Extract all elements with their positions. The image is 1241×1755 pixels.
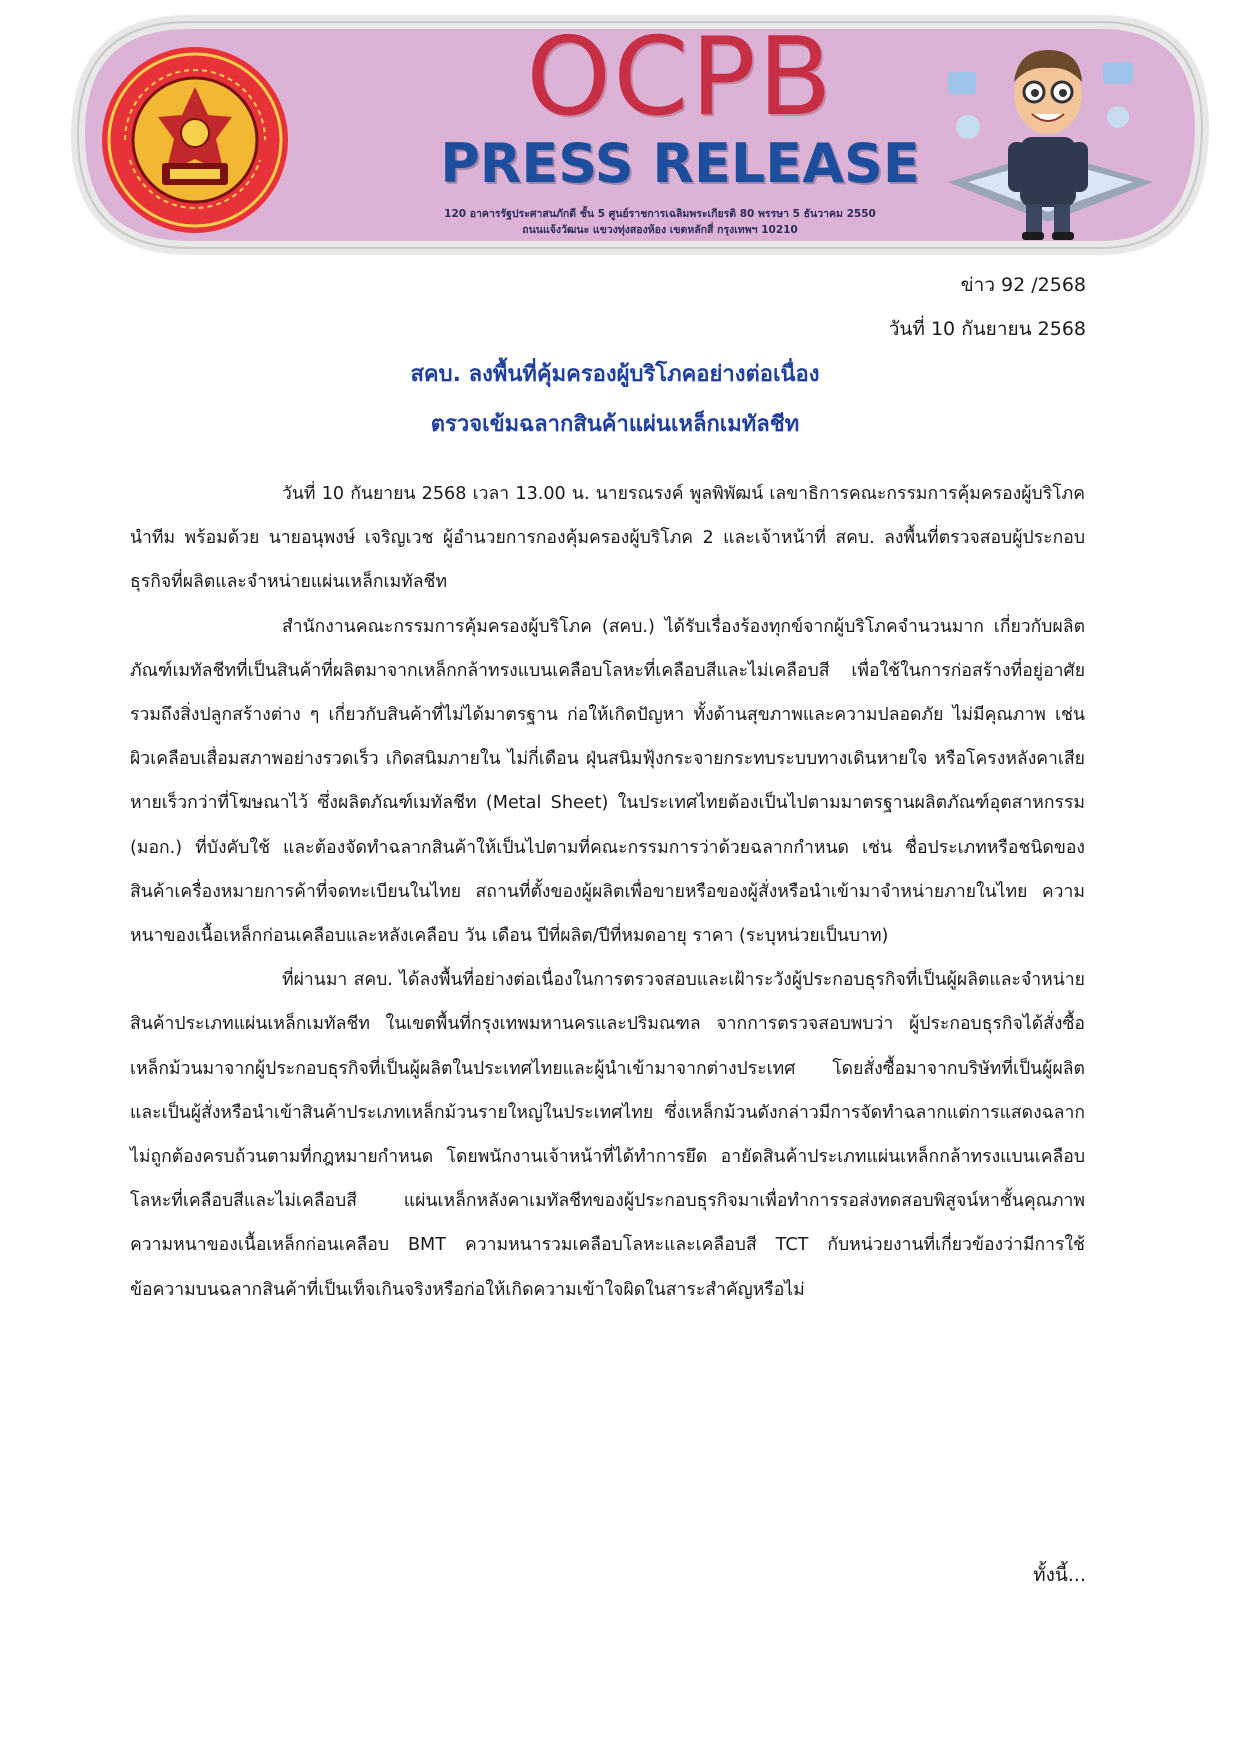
mascot-illustration xyxy=(928,32,1158,244)
brand-title: OCPB xyxy=(526,15,834,140)
news-number: ข่าว 92 /2568 xyxy=(960,274,1086,296)
paragraph-3: ที่ผ่านมา สคบ. ได้ลงพื้นที่อย่างต่อเนื่องในการตรวจสอบและเฝ้าระวังผู้ประกอบธุรกิจที่เป็นผู้ผลิตและจำหน่ายสินค้าประเภทแผ่นเหล็กเมทัลชีท ในเขตพื้นที่กรุงเทพมหานครและปริมณฑล จากการตรวจสอบพบว่า ผู้ประกอบธุรกิจได้สั่งซื้อเหล็กม้วนมาจากผู้ประกอบธุรกิจที่เป็นผู้ผลิตในประเทศไทยและผู้นำเข้ามาจากต่างประเทศ โดยสั่งซื้อมาจากบริษัทที่เป็นผู้ผลิตและเป็นผู้สั่งหรือนำเข้าสินค้าประเภทเหล็กม้วนรายใหญ่ในประเทศไทย ซึ่งเหล็กม้วนดังกล่าวมีการจัดทำฉลากแต่การแสดงฉลากไม่ถูกต้องครบถ้วนตามที่กฎหมายกำหนด โดยพนักงานเจ้าหน้าที่ได้ทำการยึด อายัดสินค้าประเภทแผ่นเหล็กกล้าทรงแบนเคลือบโลหะที่เคลือบสีและไม่เคลือบสี แผ่นเหล็กหลังคาเมทัลชีทของผู้ประกอบธุรกิจมาเพื่อทำการรอส่งทดสอบพิสูจน์หาชั้นคุณภาพ ความหนาของเนื้อเหล็กก่อนเคลือบ BMT ความหนารวมเคลือบโลหะและเคลือบสี TCT กับหน่วยงานที่เกี่ยวข้องว่ามีการใช้ข้อความบนฉลากสินค้าที่เป็นเท็จเกินจริงหรือก่อให้เกิดความเข้าใจผิดในสาระสำคัญหรือไม่ xyxy=(130,970,1085,1300)
brand-block xyxy=(400,15,960,195)
ocpb-seal-icon xyxy=(100,45,290,235)
brand-subtitle: PRESS RELEASE xyxy=(440,132,920,195)
press-release-banner xyxy=(70,10,1210,256)
article-body xyxy=(130,472,1085,1312)
address-line-2: ถนนแจ้งวัฒนะ แขวงทุ่งสองห้อง เขตหลักสี่ กรุงเทพฯ 10210 xyxy=(522,224,798,236)
address-block xyxy=(320,206,1000,238)
news-date: วันที่ 10 กันยายน 2568 xyxy=(888,318,1086,340)
closing-text: ทั้งนี้... xyxy=(1033,1564,1086,1586)
address-line-1: 120 อาคารรัฐประศาสนภักดี ชั้น 5 ศูนย์ราชการเฉลิมพระเกียรติ 80 พรรษา 5 ธันวาคม 2550 xyxy=(444,208,876,220)
paragraph-2: สำนักงานคณะกรรมการคุ้มครองผู้บริโภค (สคบ.) ได้รับเรื่องร้องทุกข์จากผู้บริโภคจำนวนมาก เกี่ยวกับผลิตภัณฑ์เมทัลชีทที่เป็นสินค้าที่ผลิตมาจากเหล็กกล้าทรงแบนเคลือบโลหะที่เคลือบสีและไม่เคลือบสี เพื่อใช้ในการก่อสร้างที่อยู่อาศัย รวมถึงสิ่งปลูกสร้างต่าง ๆ เกี่ยวกับสินค้าที่ไม่ได้มาตรฐาน ก่อให้เกิดปัญหา ทั้งด้านสุขภาพและความปลอดภัย ไม่มีคุณภาพ เช่น ผิวเคลือบเสื่อมสภาพอย่างรวดเร็ว เกิดสนิมภายใน ไม่กี่เดือน ฝุ่นสนิมฟุ้งกระจายกระทบระบบทางเดินหายใจ หรือโครงหลังคาเสียหายเร็วกว่าที่โฆษณาไว้ ซึ่งผลิตภัณฑ์เมทัลชีท (Metal Sheet) ในประเทศไทยต้องเป็นไปตามมาตรฐานผลิตภัณฑ์อุตสาหกรรม (มอก.) ที่บังคับใช้ และต้องจัดทำฉลากสินค้าให้เป็นไปตามที่คณะกรรมการว่าด้วยฉลากกำหนด เช่น ชื่อประเภทหรือชนิดของสินค้าเครื่องหมายการค้าที่จดทะเบียนในไทย สถานที่ตั้งของผู้ผลิตเพื่อขายหรือของผู้สั่งหรือนำเข้ามาจำหน่ายภายในไทย ความหนาของเนื้อเหล็กก่อนเคลือบและหลังเคลือบ วัน เดือน ปีที่ผลิต/ปีที่หมดอายุ ราคา (ระบุหน่วยเป็นบาท) xyxy=(130,616,1085,947)
headline-line-2: ตรวจเข้มฉลากสินค้าแผ่นเหล็กเมทัลชีท xyxy=(430,412,800,437)
paragraph-1: วันที่ 10 กันยายน 2568 เวลา 13.00 น. นายรณรงค์ พูลพิพัฒน์ เลขาธิการคณะกรรมการคุ้มครองผู้บริโภค นำทีม พร้อมด้วย นายอนุพงษ์ เจริญเวช ผู้อำนวยการกองคุ้มครองผู้บริโภค 2 และเจ้าหน้าที่ สคบ. ลงพื้นที่ตรวจสอบผู้ประกอบธุรกิจที่ผลิตและจำหน่ายแผ่นเหล็กเมทัลชีท xyxy=(130,484,1085,593)
headline-line-1: สคบ. ลงพื้นที่คุ้มครองผู้บริโภคอย่างต่อเนื่อง xyxy=(410,362,820,387)
